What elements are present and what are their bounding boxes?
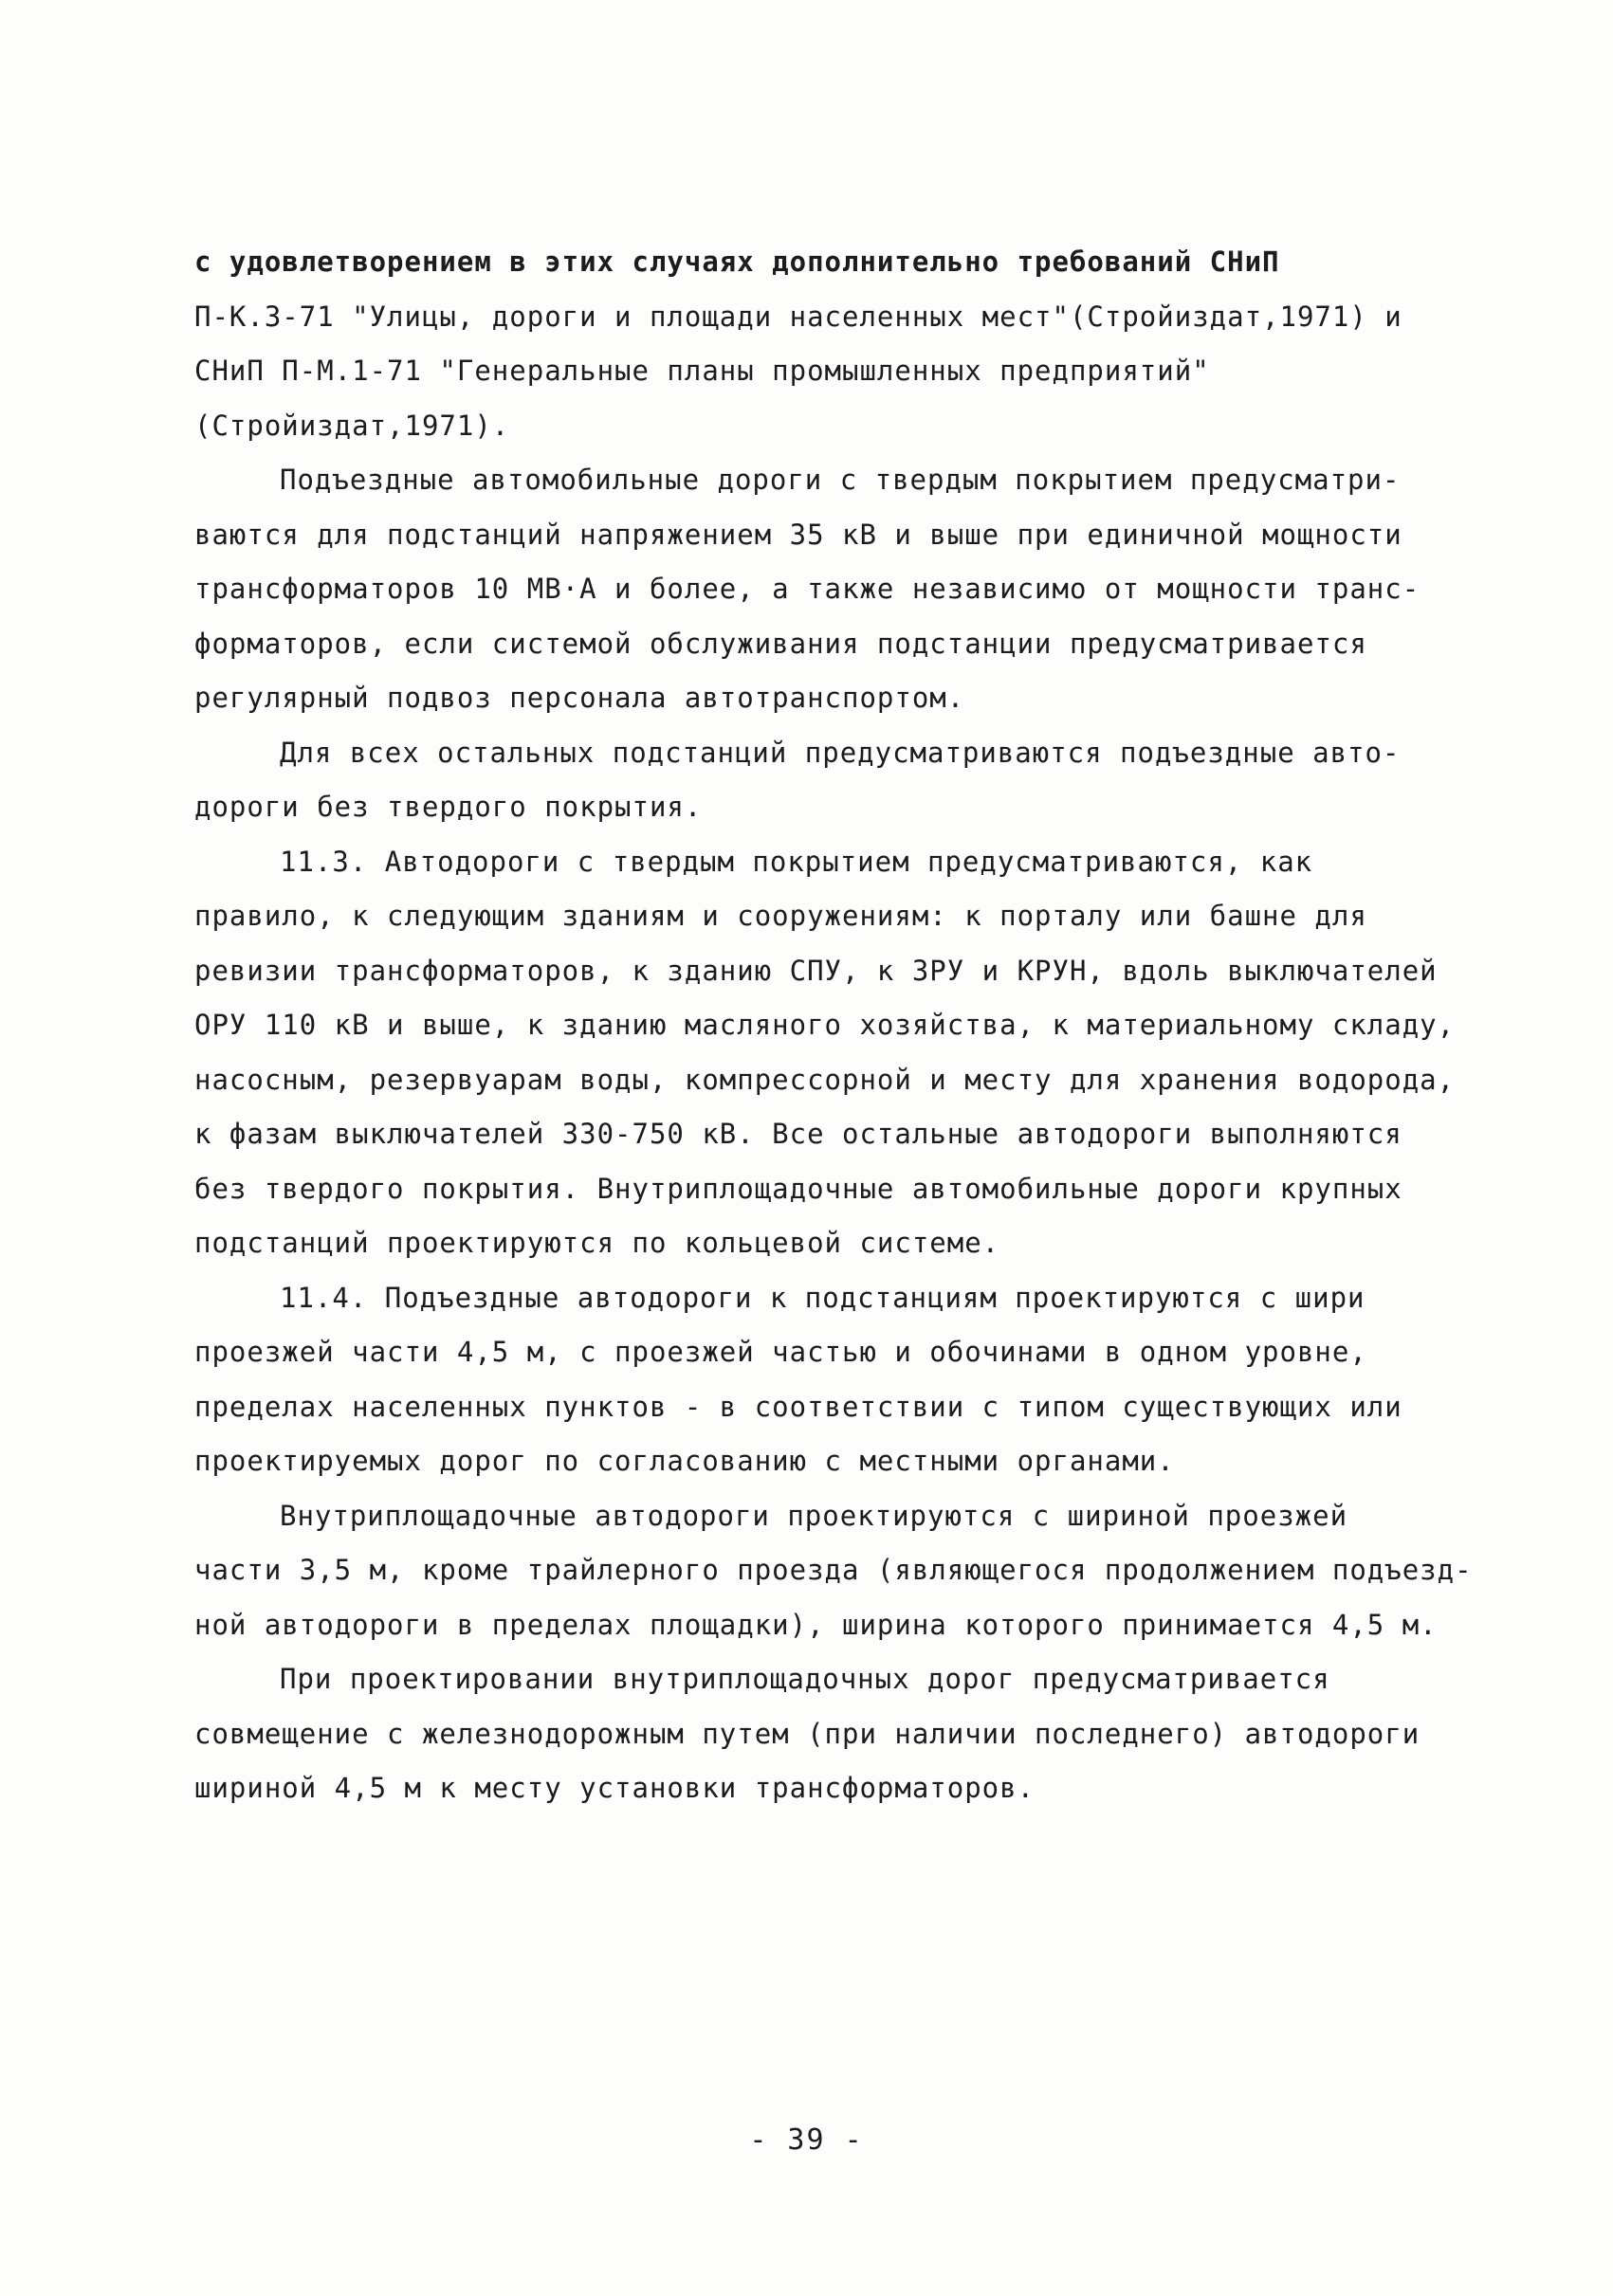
text-line: Для всех остальных подстанций предусматриваются подъездные авто- (280, 736, 1401, 769)
body-text (194, 235, 1473, 1816)
text-line: части 3,5 м, кроме трайлерного проезда (являющегося продолжением подъезд- (194, 1554, 1473, 1586)
text-line: 11.3. Автодороги с твердым покрытием предусматриваются, как (280, 845, 1313, 878)
text-line: ревизии трансформаторов, к зданию СПУ, к ЗРУ и КРУН, вдоль выключателей (194, 954, 1438, 987)
page-number: - 39 - (749, 2123, 864, 2157)
text-line: насосным, резервуарам воды, компрессорной и месту для хранения водорода, (194, 1063, 1456, 1096)
text-line: (Стройиздат,1971). (194, 409, 510, 442)
text-line: форматоров, если системой обслуживания подстанции предусматривается (194, 627, 1367, 660)
text-line: без твердого покрытия. Внутриплощадочные автомобильные дороги крупных (194, 1172, 1402, 1205)
text-line: При проектировании внутриплощадочных дорог предусматривается (280, 1663, 1330, 1695)
text-line: трансформаторов 10 МВ·А и более, а также независимо от мощности транс- (194, 573, 1421, 605)
text-line: СНиП П-М.1-71 "Генеральные планы промышленных предприятий" (194, 355, 1210, 387)
text-line: подстанций проектируются по кольцевой системе. (194, 1227, 1000, 1259)
text-line: 11.4. Подъездные автодороги к подстанциям проектируются с шири (280, 1281, 1366, 1314)
text-line: дороги без твердого покрытия. (194, 791, 703, 823)
text-line: к фазам выключателей 330-750 кВ. Все остальные автодороги выполняются (194, 1118, 1402, 1150)
text-line: с удовлетворением в этих случаях дополнительно требований СНиП (194, 246, 1280, 278)
text-line: правило, к следующим зданиям и сооружениям: к порталу или башне для (194, 900, 1367, 932)
text-line: ваются для подстанций напряжением 35 кВ и выше при единичной мощности (194, 518, 1402, 551)
text-line: ной автодороги в пределах площадки), ширина которого принимается 4,5 м. (194, 1608, 1438, 1641)
text-line: регулярный подвоз персонала автотранспортом. (194, 682, 965, 714)
text-line: ОРУ 110 кВ и выше, к зданию масляного хозяйства, к материальному складу, (194, 1009, 1456, 1041)
text-line: П-К.3-71 "Улицы, дороги и площади населенных мест"(Стройиздат,1971) и (194, 300, 1402, 333)
text-line: совмещение с железнодорожным путем (при наличии последнего) автодороги (194, 1717, 1421, 1750)
text-line: проектируемых дорог по согласованию с местными органами. (194, 1445, 1175, 1477)
text-line: проезжей части 4,5 м, с проезжей частью и обочинами в одном уровне, (194, 1336, 1367, 1368)
text-line: Подъездные автомобильные дороги с твердым покрытием предусматри- (280, 464, 1401, 496)
text-line: Внутриплощадочные автодороги проектируются с шириной проезжей (280, 1499, 1348, 1532)
text-line: пределах населенных пунктов - в соответствии с типом существующих или (194, 1390, 1402, 1423)
text-line: шириной 4,5 м к месту установки трансформаторов. (194, 1772, 1036, 1804)
